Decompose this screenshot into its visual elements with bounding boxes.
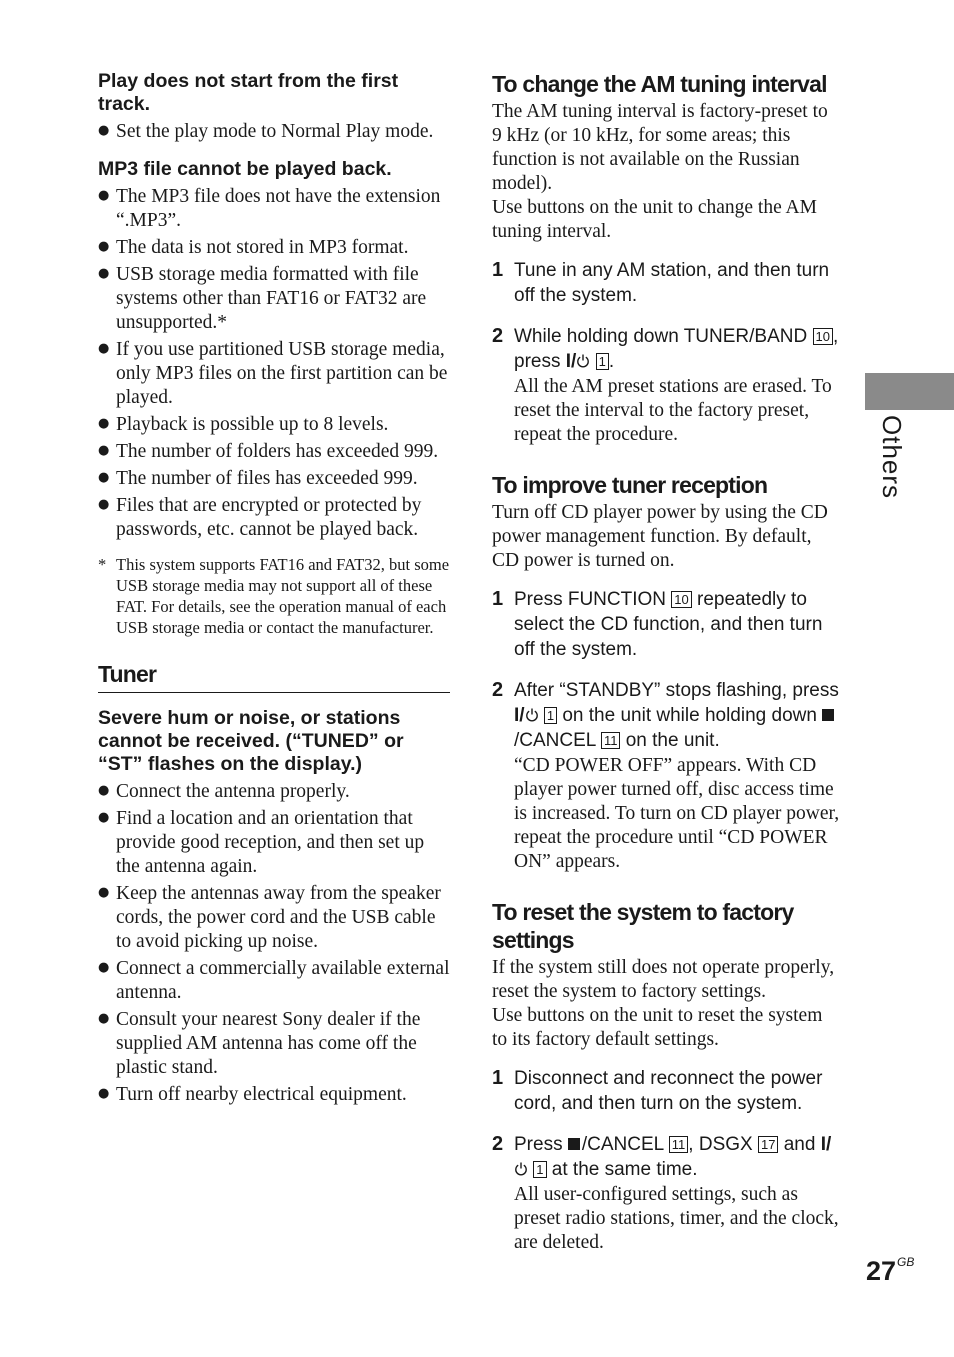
- section-heading: MP3 file cannot be played back.: [98, 158, 392, 180]
- bullet-list: [98, 185, 450, 542]
- section-factory-reset: [492, 898, 842, 1255]
- page-number: [866, 1246, 914, 1287]
- step-text-part: .: [608, 351, 615, 372]
- section-title-tuner: Tuner: [98, 660, 450, 693]
- section-tuner-reception: [492, 471, 842, 874]
- step-2: [492, 324, 842, 447]
- list-item: ● Connect the antenna properly.: [98, 780, 450, 804]
- section-title-reset: To reset the system to factory settings: [492, 899, 794, 953]
- section-mp3: [98, 158, 450, 542]
- step-2: [492, 678, 842, 874]
- power-label: I/: [565, 351, 577, 372]
- step-number: 1: [492, 1067, 504, 1089]
- step-number: 2: [492, 325, 504, 347]
- button-ref-number: 1: [596, 353, 609, 370]
- step-text-part: repeatedly to select the CD function, and then turn off the system.: [514, 589, 823, 660]
- step-2: [492, 1132, 842, 1255]
- left-column: [98, 70, 450, 1110]
- list-item: ● If you use partitioned USB storage media, only MP3 files on the first partition can be played.: [98, 338, 450, 410]
- bullet-list: [98, 120, 450, 144]
- paragraph: Turn off CD player power by using the CD power management function. By default, CD power is turned on.: [492, 502, 828, 571]
- side-tab-marker: [865, 373, 954, 410]
- list-item: ● The number of folders has exceeded 999.: [98, 440, 450, 464]
- step-text: Disconnect and reconnect the power cord, and then turn on the system.: [514, 1068, 823, 1114]
- step-text: Tune in any AM station, and then turn off the system.: [514, 260, 830, 306]
- paragraph: Use buttons on the unit to reset the system to its factory default settings.: [492, 1005, 823, 1050]
- step-text-part: /CANCEL: [581, 1134, 664, 1155]
- step-text-part: After “STANDBY” stops flashing, press: [514, 680, 839, 701]
- step-number: 2: [492, 679, 504, 701]
- list-item: ● Connect a commercially available external antenna.: [98, 957, 450, 1005]
- step-text: [514, 678, 842, 753]
- power-icon: [525, 708, 539, 722]
- section-title-am: To change the AM tuning interval: [492, 71, 827, 97]
- list-item: ● The data is not stored in MP3 format.: [98, 236, 450, 260]
- step-text-part: on the unit.: [625, 730, 720, 751]
- step-text: [514, 587, 842, 662]
- stop-icon: [822, 709, 834, 721]
- list-item: ● USB storage media formatted with file systems other than FAT16 or FAT32 are unsupported.*: [98, 263, 450, 335]
- step-text: [514, 1132, 842, 1182]
- list-item: ● Playback is possible up to 8 levels.: [98, 413, 450, 437]
- button-ref-number: 11: [669, 1136, 689, 1153]
- power-icon: [576, 354, 590, 368]
- button-ref-number: 17: [758, 1136, 778, 1153]
- footnote-mark: *: [98, 555, 107, 574]
- button-ref-number: 10: [813, 328, 833, 345]
- button-ref-number: 1: [533, 1161, 546, 1178]
- step-text-part: Press: [514, 1134, 563, 1155]
- step-text-part: on the unit while holding down: [562, 705, 817, 726]
- section-title-reception: To improve tuner reception: [492, 472, 768, 498]
- paragraph: The AM tuning interval is factory-preset to 9 kHz (or 10 kHz, for some areas; this function is not available on the Russian model).: [492, 101, 828, 194]
- stop-icon: [568, 1138, 580, 1150]
- list-item: ● Keep the antennas away from the speaker cords, the power cord and the USB cable to avoid picking up noise.: [98, 882, 450, 954]
- section-tuner: [98, 660, 450, 1107]
- step-text-part: at the same time.: [551, 1159, 698, 1180]
- section-am-interval: [492, 70, 842, 447]
- footnote: [98, 554, 450, 638]
- list-item: ● Set the play mode to Normal Play mode.: [98, 120, 450, 144]
- list-item: ● Consult your nearest Sony dealer if the supplied AM antenna has come off the plastic stand.: [98, 1008, 450, 1080]
- list-item: ● Find a location and an orientation that provide good reception, and then set up the antenna again.: [98, 807, 450, 879]
- button-ref-number: 1: [544, 707, 557, 724]
- step-number: 1: [492, 259, 504, 281]
- power-label: I/: [514, 705, 525, 726]
- page-number-value: 27: [866, 1256, 897, 1286]
- button-ref-number: 10: [671, 591, 691, 608]
- step-text-part: , DSGX: [688, 1134, 753, 1155]
- power-icon: [514, 1162, 528, 1176]
- paragraph: Use buttons on the unit to change the AM tuning interval.: [492, 197, 817, 242]
- paragraph: If the system still does not operate properly, reset the system to factory settings.: [492, 957, 835, 1002]
- step-text-part: and: [783, 1134, 816, 1155]
- power-label: I/: [820, 1134, 832, 1155]
- list-item: ● Turn off nearby electrical equipment.: [98, 1083, 450, 1107]
- step-number: 2: [492, 1133, 504, 1155]
- section-heading: Severe hum or noise, or stations cannot be received. (“TUNED” or “ST” flashes on the display.): [98, 707, 404, 775]
- section-heading: Play does not start from the first track.: [98, 70, 399, 115]
- step-1: [492, 587, 842, 662]
- footnote-text: This system supports FAT16 and FAT32, but some USB storage media may not support all of these FAT. For details, see the operation manual of each USB storage media or contact the manufacturer.: [116, 555, 450, 637]
- step-1: [492, 1066, 842, 1116]
- step-1: [492, 258, 842, 308]
- step-text-part: Press FUNCTION: [514, 589, 666, 610]
- step-text: [514, 324, 842, 374]
- step-text-part: While holding down TUNER/BAND: [514, 326, 808, 347]
- step-description: “CD POWER OFF” appears. With CD player power turned off, disc access time is increased. To turn on CD player power, repeat the procedure until “CD POWER ON” appears.: [514, 755, 840, 872]
- bullet-list: [98, 780, 450, 1107]
- side-tab-label: [867, 415, 907, 500]
- button-ref-number: 11: [601, 732, 621, 749]
- step-text-part: /CANCEL: [514, 730, 596, 751]
- list-item: ● The MP3 file does not have the extension “.MP3”.: [98, 185, 450, 233]
- side-tab-text: Others: [877, 415, 907, 500]
- right-column: [492, 70, 842, 1255]
- step-description: All the AM preset stations are erased. To reset the interval to the factory preset, repeat the procedure.: [514, 376, 832, 445]
- step-description: All user-configured settings, such as preset radio stations, timer, and the clock, are deleted.: [514, 1184, 839, 1253]
- list-item: ● Files that are encrypted or protected by passwords, etc. cannot be played back.: [98, 494, 450, 542]
- step-text-part: , press: [514, 326, 839, 372]
- step-number: 1: [492, 588, 504, 610]
- list-item: ● The number of files has exceeded 999.: [98, 467, 450, 491]
- page-number-suffix: GB: [897, 1255, 915, 1269]
- section-play-start: [98, 70, 450, 144]
